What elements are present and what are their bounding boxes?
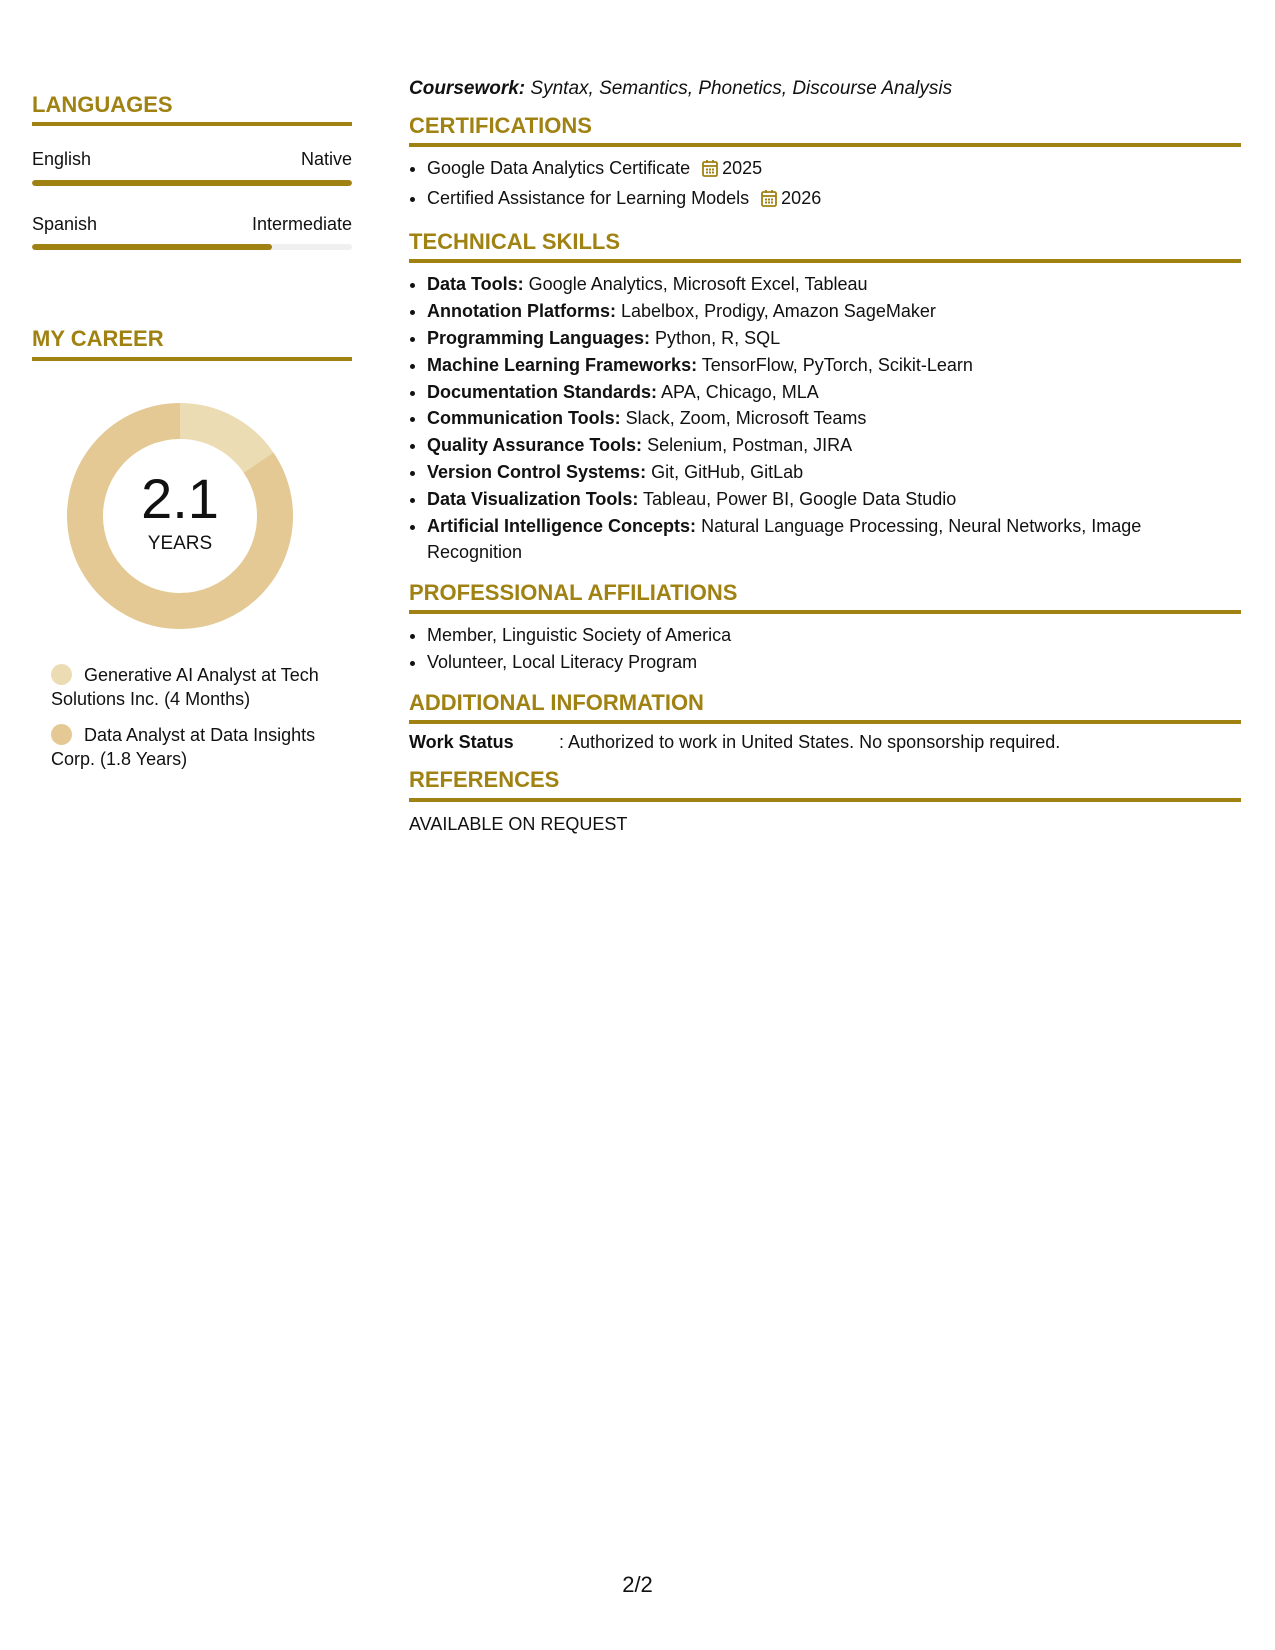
skill-value: Selenium, Postman, JIRA <box>642 435 853 456</box>
skill-value: Tableau, Power BI, Google Data Studio <box>638 488 957 509</box>
legend-label: Generative AI Analyst at Tech Solutions Inc. (4 Months) <box>51 664 319 709</box>
coursework-label: Coursework: <box>409 78 526 99</box>
certification-name: Certified Assistance for Learning Models <box>427 188 750 209</box>
skill-value: Slack, Zoom, Microsoft Teams <box>620 408 867 429</box>
career-total-value: 2.1 <box>141 466 219 530</box>
language-name: Spanish <box>32 213 98 234</box>
skill-label: Communication Tools: <box>427 408 621 429</box>
work-status-value: : Authorized to work in United States. No sponsorship required. <box>559 732 1061 753</box>
additional-title: ADDITIONAL INFORMATION <box>409 690 1241 724</box>
skill-label: Documentation Standards: <box>427 381 658 402</box>
list-item <box>427 379 1241 406</box>
list-item <box>427 513 1241 567</box>
certifications-section <box>409 113 1241 215</box>
language-row-english <box>32 149 352 171</box>
additional-section <box>409 690 1241 753</box>
list-item <box>427 486 1241 513</box>
certification-name: Google Data Analytics Certificate <box>427 158 691 179</box>
list-item <box>427 352 1241 379</box>
skill-value: Labelbox, Prodigy, Amazon SageMaker <box>616 301 936 322</box>
career-donut-chart <box>67 403 293 629</box>
donut-center <box>67 403 293 629</box>
references-section <box>409 767 1241 834</box>
list-item: • Volunteer, Local Literacy Program <box>427 649 1241 676</box>
skills-title: TECHNICAL SKILLS <box>409 229 1241 263</box>
legend-dot-icon <box>51 664 72 685</box>
skill-value: TensorFlow, PyTorch, Scikit-Learn <box>697 354 973 375</box>
skill-label: Data Visualization Tools: <box>427 488 639 509</box>
language-proficiency-bar <box>32 180 352 186</box>
work-status-label: Work Status <box>409 732 514 753</box>
skill-value: Natural Language Processing, Neural Networks, Image Recognition <box>427 515 1142 563</box>
legend-label: Data Analyst at Data Insights Corp. (1.8 Years) <box>51 724 316 769</box>
skill-label: Data Tools: <box>427 274 524 295</box>
career-total-unit: YEARS <box>147 532 213 554</box>
list-item <box>427 405 1241 432</box>
work-status-row <box>409 732 1241 753</box>
list-item <box>427 155 1241 185</box>
right-column <box>409 78 1241 849</box>
skills-section <box>409 229 1241 566</box>
list-item <box>427 432 1241 459</box>
skill-label: Version Control Systems: <box>427 461 647 482</box>
affiliations-section <box>409 580 1241 676</box>
language-row-spanish <box>32 214 352 236</box>
references-text: AVAILABLE ON REQUEST <box>409 813 628 834</box>
coursework-line <box>409 78 1241 101</box>
affiliations-list <box>409 622 1241 676</box>
list-item <box>427 298 1241 325</box>
list-item <box>427 185 1241 215</box>
skill-value: Git, GitHub, GitLab <box>646 461 804 482</box>
languages-title: LANGUAGES <box>32 92 352 126</box>
affiliations-title: PROFESSIONAL AFFILIATIONS <box>409 580 1241 614</box>
skill-value: APA, Chicago, MLA <box>657 381 819 402</box>
skill-value: Python, R, SQL <box>650 327 781 348</box>
legend-item <box>51 663 351 711</box>
list-item <box>427 325 1241 352</box>
list-item <box>427 271 1241 298</box>
legend-dot-icon <box>51 724 72 745</box>
certifications-list <box>409 155 1241 215</box>
page-number: 2/2 <box>622 1572 653 1597</box>
certification-year: 2025 <box>722 158 763 179</box>
language-level: Native <box>300 149 352 170</box>
list-item: • Member, Linguistic Society of America <box>427 622 1241 649</box>
language-proficiency-fill <box>32 180 352 186</box>
language-proficiency-bar <box>32 244 352 250</box>
certification-year: 2026 <box>781 188 822 209</box>
references-title: REFERENCES <box>409 767 1241 801</box>
career-title: MY CAREER <box>32 326 352 360</box>
skill-label: Machine Learning Frameworks: <box>427 354 698 375</box>
list-item <box>427 459 1241 486</box>
skill-value: Google Analytics, Microsoft Excel, Tableau <box>523 274 868 295</box>
language-proficiency-fill <box>32 244 272 250</box>
calendar-icon <box>761 188 777 215</box>
career-legend <box>51 663 351 771</box>
skill-label: Artificial Intelligence Concepts: <box>427 515 697 536</box>
coursework-value: Syntax, Semantics, Phonetics, Discourse Analysis <box>525 78 953 99</box>
language-name: English <box>32 149 92 170</box>
skills-list <box>409 271 1241 566</box>
left-column <box>32 92 352 783</box>
language-level: Intermediate <box>251 213 352 234</box>
skill-label: Quality Assurance Tools: <box>427 435 643 456</box>
legend-item <box>51 723 351 771</box>
skill-label: Programming Languages: <box>427 327 651 348</box>
certifications-title: CERTIFICATIONS <box>409 113 1241 147</box>
calendar-icon <box>702 158 718 185</box>
skill-label: Annotation Platforms: <box>427 301 616 322</box>
